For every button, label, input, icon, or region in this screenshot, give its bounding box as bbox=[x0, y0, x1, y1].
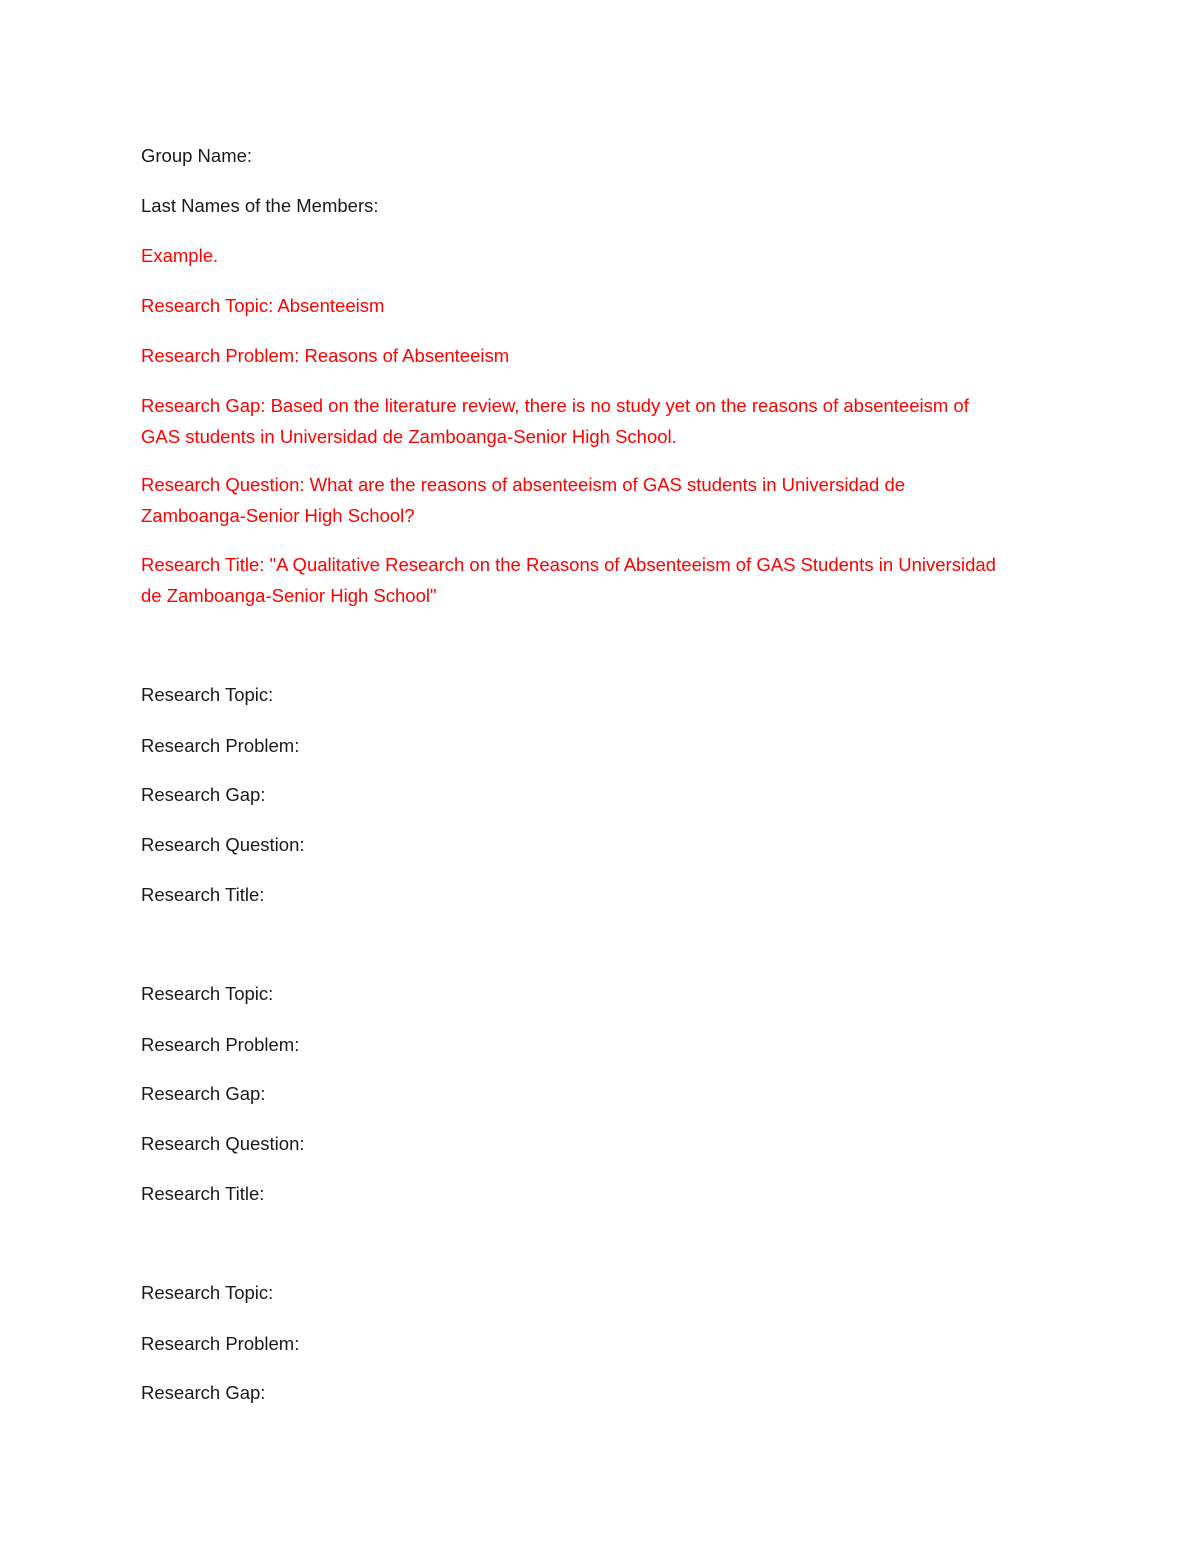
example-title-line-1: Research Title: "A Qualitative Research on the Reasons of Absenteeism of GAS Students in Universidad bbox=[141, 554, 996, 575]
block-2-gap: Research Gap: bbox=[141, 1083, 266, 1104]
last-names-label: Last Names of the Members: bbox=[141, 195, 379, 216]
example-heading: Example. bbox=[141, 245, 219, 266]
block-3-gap: Research Gap: bbox=[141, 1382, 266, 1403]
example-gap-line-2: GAS students in Universidad de Zamboanga-Senior High School. bbox=[141, 426, 677, 447]
block-1-gap: Research Gap: bbox=[141, 784, 266, 805]
example-problem: Research Problem: Reasons of Absenteeism bbox=[141, 345, 510, 366]
block-2-question: Research Question: bbox=[141, 1133, 305, 1154]
block-2-topic: Research Topic: bbox=[141, 983, 274, 1004]
example-topic: Research Topic: Absenteeism bbox=[141, 295, 385, 316]
block-3-topic: Research Topic: bbox=[141, 1282, 274, 1303]
block-1-title: Research Title: bbox=[141, 884, 265, 905]
block-1-problem: Research Problem: bbox=[141, 735, 300, 756]
block-1-question: Research Question: bbox=[141, 834, 305, 855]
example-title-line-2: de Zamboanga-Senior High School" bbox=[141, 585, 437, 606]
group-name-label: Group Name: bbox=[141, 145, 253, 166]
block-2-title: Research Title: bbox=[141, 1183, 265, 1204]
block-2-problem: Research Problem: bbox=[141, 1034, 300, 1055]
block-1-topic: Research Topic: bbox=[141, 684, 274, 705]
example-question-line-2: Zamboanga-Senior High School? bbox=[141, 505, 415, 526]
example-gap-line-1: Research Gap: Based on the literature review, there is no study yet on the reasons of absenteeism of bbox=[141, 395, 969, 416]
example-question-line-1: Research Question: What are the reasons of absenteeism of GAS students in Universidad de bbox=[141, 474, 906, 495]
block-3-problem: Research Problem: bbox=[141, 1333, 300, 1354]
